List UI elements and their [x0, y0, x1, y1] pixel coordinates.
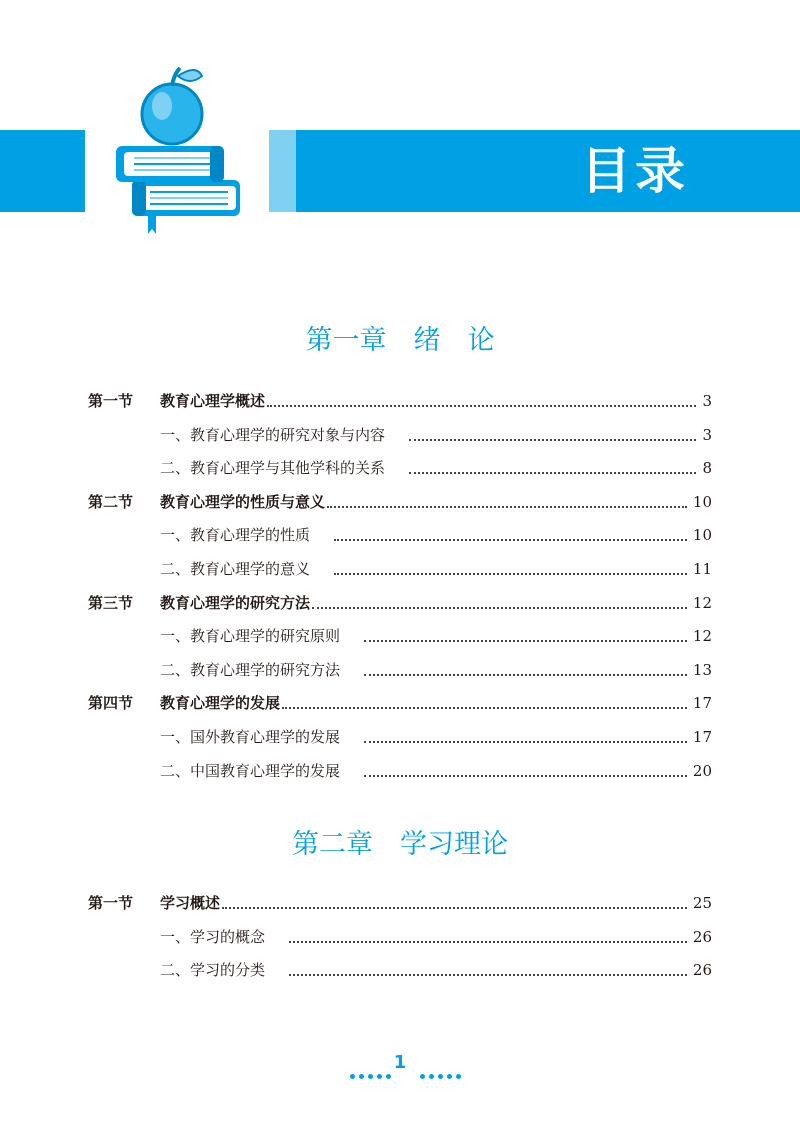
page-title: 目录	[581, 142, 689, 200]
item-title: 一、教育心理学的性质	[160, 526, 311, 545]
item-title: 一、教育心理学的研究原则	[160, 627, 341, 646]
toc-section-row[interactable]	[0, 485, 800, 519]
section-title: 教育心理学概述	[160, 392, 266, 410]
item-title: 一、学习的概念	[160, 927, 266, 946]
dot-leader	[267, 405, 696, 407]
page-number: 10	[692, 526, 712, 545]
page-number: 20	[692, 761, 712, 780]
header-band-left	[0, 130, 85, 212]
dot-leader	[282, 707, 687, 709]
page-number: 17	[692, 728, 712, 746]
section-title: 学习概述	[160, 894, 221, 912]
page-number: 12	[692, 627, 712, 646]
dot-leader	[312, 607, 687, 609]
footer-page-number: 1	[393, 1052, 407, 1073]
header-band-accent	[269, 130, 296, 212]
page-number: 13	[692, 660, 712, 679]
dot-leader	[364, 674, 687, 676]
toc-section-row[interactable]	[0, 686, 800, 720]
section-label: 第二节	[88, 492, 134, 511]
page-number: 3	[702, 392, 712, 410]
toc-section-row[interactable]	[0, 586, 800, 620]
apple-on-books-icon	[110, 62, 250, 242]
toc-section-row[interactable]	[0, 886, 800, 920]
toc-item-row[interactable]	[0, 953, 800, 987]
dot-leader	[364, 741, 687, 743]
toc-item-row[interactable]	[0, 720, 800, 754]
dot-leader	[289, 941, 687, 943]
item-title: 二、教育心理学的研究方法	[160, 660, 341, 679]
item-title: 二、教育心理学的意义	[160, 560, 311, 578]
dot-leader	[334, 539, 687, 541]
item-title: 一、教育心理学的研究对象与内容	[160, 425, 386, 444]
page-number: 11	[692, 560, 712, 578]
section-label: 第四节	[88, 694, 134, 713]
section-label: 第一节	[88, 392, 134, 410]
toc-item-row[interactable]	[0, 619, 800, 653]
section-label: 第三节	[88, 593, 134, 612]
section-title: 教育心理学的研究方法	[160, 593, 311, 612]
page-number: 10	[692, 492, 712, 511]
item-title: 二、中国教育心理学的发展	[160, 761, 341, 780]
page-number: 12	[692, 593, 712, 612]
toc-item-row[interactable]	[0, 451, 800, 485]
item-title: 一、国外教育心理学的发展	[160, 728, 341, 746]
toc-item-row[interactable]	[0, 418, 800, 452]
item-title: 二、教育心理学与其他学科的关系	[160, 459, 386, 478]
page-number: 25	[692, 894, 712, 912]
footer-dots-right	[420, 1066, 465, 1072]
item-title: 二、学习的分类	[160, 961, 266, 980]
toc-item-row[interactable]	[0, 552, 800, 586]
toc-section-row[interactable]	[0, 384, 800, 418]
section-title: 教育心理学的发展	[160, 694, 281, 713]
dot-leader	[409, 472, 696, 474]
dot-leader	[289, 974, 687, 976]
dot-leader	[222, 907, 687, 909]
toc-item-row[interactable]	[0, 920, 800, 954]
chapter-title: 第一章 绪 论	[305, 325, 495, 356]
section-label: 第一节	[88, 894, 134, 912]
page-number: 26	[692, 927, 712, 946]
dot-leader	[327, 506, 687, 508]
toc-item-row[interactable]	[0, 754, 800, 788]
page-number: 8	[702, 459, 712, 478]
dot-leader	[364, 775, 687, 777]
toc-item-row[interactable]	[0, 518, 800, 552]
dot-leader	[334, 573, 687, 575]
dot-leader	[364, 640, 687, 642]
toc-item-row[interactable]	[0, 653, 800, 687]
dot-leader	[409, 439, 696, 441]
page-number: 17	[692, 694, 712, 713]
page-number: 26	[692, 961, 712, 980]
section-title: 教育心理学的性质与意义	[160, 492, 326, 511]
chapter-title: 第二章 学习理论	[292, 829, 508, 860]
page-number: 3	[702, 425, 712, 444]
